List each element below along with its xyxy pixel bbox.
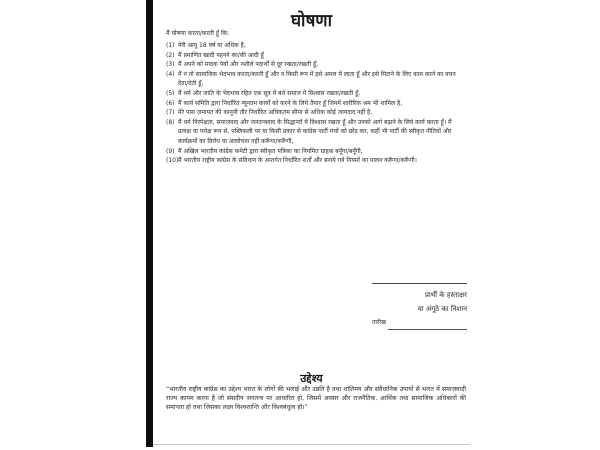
thumbprint-label: या अंगूठे का निशान bbox=[417, 305, 467, 313]
item-number: (6) bbox=[166, 99, 175, 107]
signature-block bbox=[372, 283, 467, 330]
item-text: मैं धर्म और जाति के भेदभाव रहित एक सूत्र में बंधे समाज में विश्वास रखता/रखती हूँ, bbox=[178, 89, 361, 97]
item-number: (3) bbox=[166, 61, 175, 69]
declaration-item bbox=[166, 70, 466, 89]
date-label: तारीख bbox=[372, 319, 386, 326]
item-number: (2) bbox=[166, 51, 175, 59]
item-text: मैं अपने को मादक पेयों और नशीले पदार्थों से दूर रखता/रखती हूँ, bbox=[178, 61, 319, 69]
item-text: मैं प्रमाणित खादी पहनने का/की आदी हूँ bbox=[178, 51, 264, 59]
signature-line bbox=[372, 283, 467, 284]
item-text: मेरे पास ज़मायत की कानूनी तौर निर्धारित अधिकतम सीमा से अधिक कोई जायदाद नहीं है, bbox=[178, 109, 373, 117]
scan-border-bottom bbox=[153, 444, 470, 445]
declaration-item bbox=[166, 156, 466, 166]
purpose-title: उद्देश्य bbox=[300, 372, 323, 385]
item-number: (8) bbox=[166, 118, 175, 126]
item-text: मैं अखिल भारतीय कांग्रेस कमेटी द्वारा स्वीकृत पत्रिका का नियमित ग्राहक बनूँगा/बनूँगी, bbox=[178, 147, 363, 155]
item-text: मैं कार्य समिति द्वारा निर्धारित न्यूनतम कार्यों को करने के लिये तैयार हूँ जिनमें शारीरिक श्रम भी शामिल है, bbox=[178, 99, 403, 107]
item-number: (5) bbox=[166, 89, 175, 97]
declaration-item bbox=[166, 118, 466, 147]
declaration-item bbox=[166, 60, 466, 70]
declaration-intro: मैं घोषणा करता/करती हूँ कि: bbox=[166, 30, 230, 37]
declaration-item bbox=[166, 51, 466, 61]
item-number: (9) bbox=[166, 147, 175, 155]
signature-label: प्रार्थी के हस्ताक्षर bbox=[424, 291, 467, 299]
declaration-item bbox=[166, 41, 466, 51]
item-number: (4) bbox=[166, 70, 175, 78]
declaration-title: घोषणा bbox=[291, 11, 332, 31]
declaration-item bbox=[166, 108, 466, 118]
declaration-item bbox=[166, 147, 466, 157]
date-row bbox=[372, 316, 467, 330]
item-text: मैं धर्म निरपेक्षता, समाजवाद और जनतन्त्रवाद के सिद्धान्तों में विश्वास रखता हूँ और उनको आगे बढ़ाने के लिये कार्य करता हूँ। मैं प्रत्यक्ष या परोक्ष रूप से, पब्लिकली पर या किसी प्रकार से कांग्रेस पार्टी मंचों को छोड़ कर, कहीं भी पार्टी की स्वीकृत नीतियों और कार्यक्रमों का विरोध या आलोचना नहीं करूँगा/करूँगी, bbox=[178, 118, 452, 145]
item-number: (7) bbox=[166, 109, 175, 117]
date-line bbox=[388, 323, 467, 330]
item-number: (10) bbox=[166, 157, 179, 165]
scan-border-left bbox=[146, 0, 153, 447]
item-text: मैं न तो सामाजिक भेदभाव करता/करती हूँ और न किसी रूप में इसे अमल में लाता हूँ और इसे मिटाने के लिए काम करने का वचन देता/देती हूँ, bbox=[178, 70, 456, 88]
declaration-item bbox=[166, 99, 466, 109]
item-number: (1) bbox=[166, 42, 175, 49]
declaration-list bbox=[166, 41, 466, 166]
purpose-text: “भारतीय राष्ट्रीय कांग्रेस का उद्देश्य भारत के लोगों की भलाई और उन्नति है तथा शांतिमय और संवैधानिक उपायों से भारत में समाजवादी राज्य कायम करना है जो संसदीय जनतन्त्र पर आधारित हो, जिसमें अवसर और राजनैतिक, आर्थिक तथा सामाजिक अधिकारों की समानता हो तथा जिसका लक्ष्य विश्वशान्ति और विश्वबंधुत्व हो।” bbox=[166, 386, 466, 411]
declaration-item bbox=[166, 89, 466, 99]
item-text: मैं भारतीय राष्ट्रीय कांग्रेस के संविधान के अन्तर्गत निर्धारित शर्तों और बनाये गये नियमों का पालन करूँगा/करूँगी। bbox=[178, 157, 417, 165]
item-text: मेरी आयु 18 वर्ष या अधिक है, bbox=[178, 42, 246, 49]
